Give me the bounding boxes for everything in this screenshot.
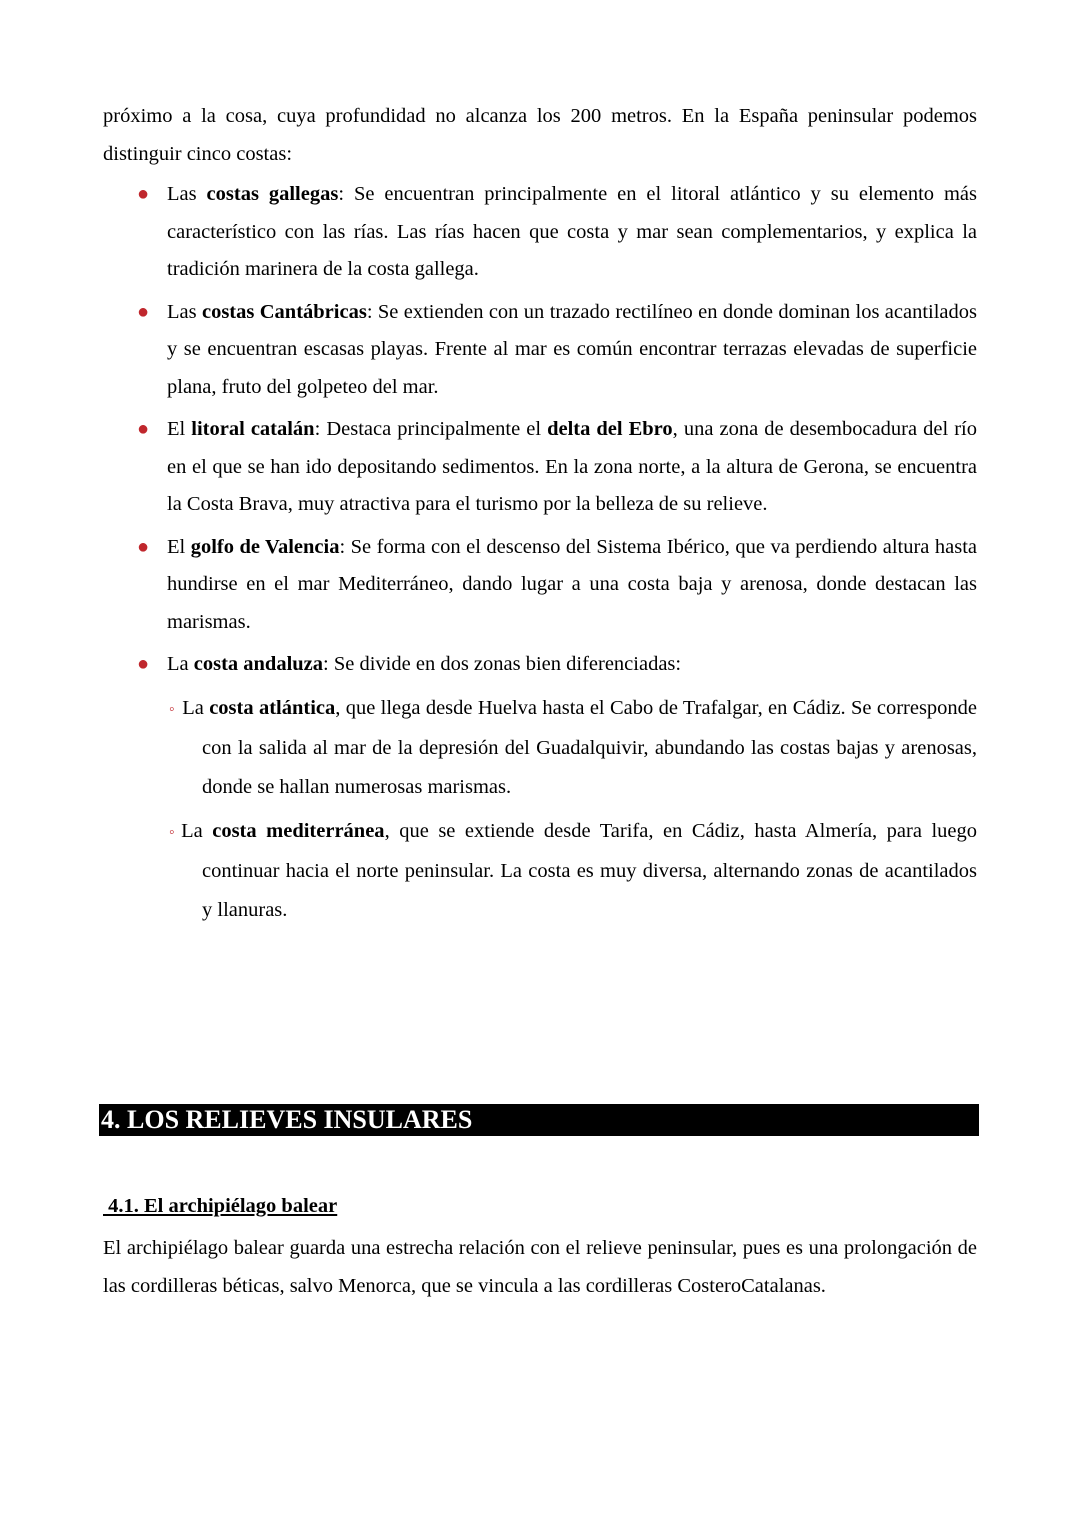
bullet-icon: ● xyxy=(137,535,150,558)
text: : Se forma con el descenso del Sistema Ibérico, que va perdiendo altura hasta hundirse en el mar Mediterráneo, dando lugar a una costa baja y arenosa, donde destacan las marismas. xyxy=(167,535,977,633)
sublist-item xyxy=(103,812,977,930)
section-heading: 4. LOS RELIEVES INSULARES xyxy=(99,1104,979,1136)
text: : Se extienden con un trazado rectilíneo en donde dominan los acantilados y se encuentran escasas playas. Frente al mar es común encontrar terrazas elevadas de superficie plana, fruto del golpeteo del mar. xyxy=(167,300,978,398)
bullet-icon: ● xyxy=(137,418,150,440)
section-paragraph: El archipiélago balear guarda una estrecha relación con el relieve peninsular, pues es una prolongación de las cordilleras béticas, salvo Menorca, que se vincula a las cordilleras CosteroCatalanas. xyxy=(103,1237,977,1297)
list-item xyxy=(103,176,977,289)
list-item xyxy=(103,294,977,407)
circle-bullet-icon: ◦ xyxy=(169,823,180,841)
text: El xyxy=(167,535,191,558)
balearic-section xyxy=(103,1229,977,1305)
intro-paragraph: próximo a la cosa, cuya profundidad no alcanza los 200 metros. En la España peninsular podemos distinguir cinco costas: xyxy=(103,105,977,165)
text: , que se extiende desde Tarifa, en Cádiz, hasta Almería, para luego continuar hacia el norte peninsular. La costa es muy diversa, alternando zonas de acantilados y llanuras. xyxy=(202,819,978,921)
text: El xyxy=(167,418,192,440)
coast-list xyxy=(103,176,977,684)
bold-term: costas gallegas xyxy=(206,183,339,205)
text: : Se divide en dos zonas bien diferenciadas: xyxy=(323,653,682,675)
bold-term: costa atlántica xyxy=(209,696,336,719)
text: : Destaca principalmente el xyxy=(314,418,548,440)
sublist-item xyxy=(103,689,977,807)
bold-term: golfo de Valencia xyxy=(190,535,340,558)
bullet-icon: ● xyxy=(137,300,150,323)
coasts-section xyxy=(103,97,977,935)
text: La xyxy=(182,696,210,719)
list-item xyxy=(103,529,977,642)
text: , que llega desde Huelva hasta el Cabo de Trafalgar, en Cádiz. Se corresponde con la salida al mar de la depresión del Guadalquivir, abundando las costas bajas y arenosas, donde se hallan numerosas marismas. xyxy=(202,696,978,798)
bullet-icon: ● xyxy=(137,183,150,205)
bold-term: costa andaluza xyxy=(193,653,324,675)
text: Las xyxy=(167,300,202,323)
bullet-icon: ● xyxy=(137,653,150,675)
bold-term: costas Cantábricas xyxy=(201,300,367,323)
bold-term: costa mediterránea xyxy=(212,819,385,842)
list-item xyxy=(103,646,977,684)
text: : Se encuentran principalmente en el litoral atlántico y su elemento más característico con las rías. Las rías hacen que costa y mar sean complementarios, y explica la tradición marinera de la costa gallega. xyxy=(167,183,977,280)
text: Las xyxy=(167,183,207,205)
subsection-heading: 4.1. El archipiélago balear xyxy=(103,1195,338,1217)
text: La xyxy=(167,653,194,675)
bold-term: delta del Ebro xyxy=(547,418,673,440)
text: , una zona de desembocadura del río en el que se han ido depositando sedimentos. En la zona norte, a la altura de Gerona, se encuentra la Costa Brava, muy atractiva para el turismo por la belleza de su relieve. xyxy=(167,418,977,515)
bold-term: litoral catalán xyxy=(191,418,315,440)
text: La xyxy=(181,819,213,842)
list-item xyxy=(103,411,977,524)
andalusia-sublist xyxy=(103,689,977,930)
circle-bullet-icon: ◦ xyxy=(169,700,175,718)
